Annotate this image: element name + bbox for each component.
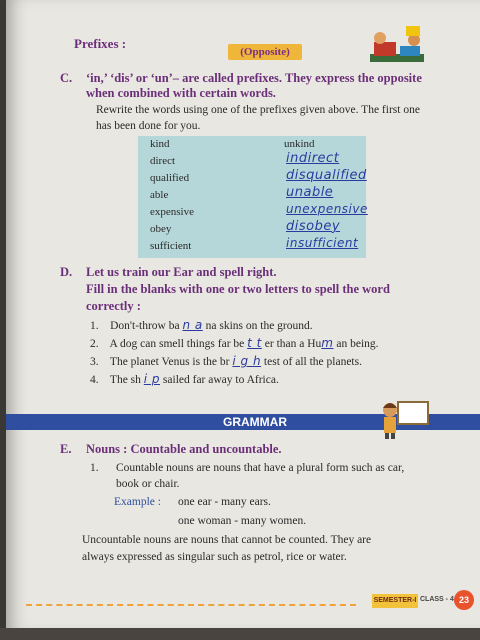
section-c-title-2: when combined with certain words. [86, 86, 276, 100]
answer-unkind: unkind [284, 138, 315, 150]
countable-line-1: Countable nouns are nouns that have a plural form such as car, [116, 462, 405, 474]
fill-answer: n a [182, 318, 203, 332]
girl-with-board-illustration [378, 398, 430, 440]
example-2: one woman - many women. [178, 515, 307, 527]
section-c-instruction-2: has been done for you. [96, 120, 201, 132]
item-text: sailed far away to Africa. [162, 374, 279, 386]
section-e-title: Nouns : Countable and uncountable. [86, 442, 282, 456]
item-text: er than a Hu [264, 338, 322, 350]
section-d-sub-2: correctly : [86, 299, 141, 313]
item-text: The planet Venus is the br [109, 356, 230, 368]
item-text: na skins on the ground. [205, 320, 313, 332]
section-d-letter: D. [60, 265, 73, 279]
prefix-word-table [138, 136, 366, 258]
class-label: CLASS - 4 [420, 596, 454, 603]
fill-answer: t t [247, 336, 262, 350]
grammar-heading: GRAMMAR [223, 415, 287, 429]
section-c-letter: C. [60, 71, 73, 85]
kids-reading-illustration [366, 24, 428, 68]
uncountable-line-1: Uncountable nouns are nouns that cannot be counted. They are [82, 534, 372, 546]
answer-indirect: indirect [286, 151, 340, 166]
example-label: Example : [114, 496, 161, 508]
word-able: able [150, 189, 169, 201]
answer-unable: unable [286, 185, 334, 200]
footer-divider [26, 604, 356, 606]
fill-item-1 [90, 318, 313, 332]
fill-item-3 [90, 354, 362, 368]
word-kind: kind [150, 138, 170, 150]
item-text: A dog can smell things far be [109, 338, 245, 350]
word-obey: obey [150, 223, 172, 235]
word-sufficient: sufficient [150, 240, 192, 252]
example-1: one ear - many ears. [178, 496, 271, 508]
uncountable-line-2: always expressed as singular such as petrol, rice or water. [82, 551, 347, 563]
item-number: 3. [90, 356, 99, 368]
table-edge [0, 628, 480, 640]
item-text: The sh [109, 374, 141, 386]
countable-line-2: book or chair. [116, 478, 180, 490]
fill-item-2 [90, 336, 379, 350]
semester-badge: SEMESTER-I [372, 594, 418, 608]
item-text: test of all the planets. [263, 356, 362, 368]
answer-disqualified: disqualified [286, 168, 367, 183]
word-direct: direct [150, 155, 176, 167]
textbook-page [6, 0, 480, 630]
word-expensive: expensive [150, 206, 194, 218]
page-number: 23 [454, 590, 474, 610]
section-c-title-1: ‘in,’ ‘dis’ or ‘un’– are called prefixes. They express the opposite [86, 71, 422, 85]
answer-disobey: disobey [286, 219, 341, 234]
word-qualified: qualified [150, 172, 190, 184]
item-number: 4. [90, 374, 99, 386]
fill-answer: i g h [232, 354, 262, 368]
item-number: 1. [90, 320, 99, 332]
section-e-letter: E. [60, 442, 72, 456]
fill-item-4 [90, 372, 279, 386]
answer-insufficient: insufficient [286, 236, 359, 250]
item-text: Don't-throw ba [110, 320, 180, 332]
fill-answer: i p [143, 372, 161, 386]
answer-unexpensive: unexpensive [286, 202, 368, 216]
section-d-sub-1: Fill in the blanks with one or two letters to spell the word [86, 282, 390, 296]
item-text: an being. [336, 338, 379, 350]
opposite-badge: (Opposite) [228, 44, 302, 60]
section-c-instruction-1: Rewrite the words using one of the prefixes given above. The first one [96, 104, 420, 116]
section-e-number: 1. [90, 462, 99, 474]
section-d-title: Let us train our Ear and spell right. [86, 265, 277, 279]
prefixes-heading: Prefixes : [74, 36, 127, 51]
item-number: 2. [90, 338, 99, 350]
fill-answer: m [321, 336, 334, 350]
